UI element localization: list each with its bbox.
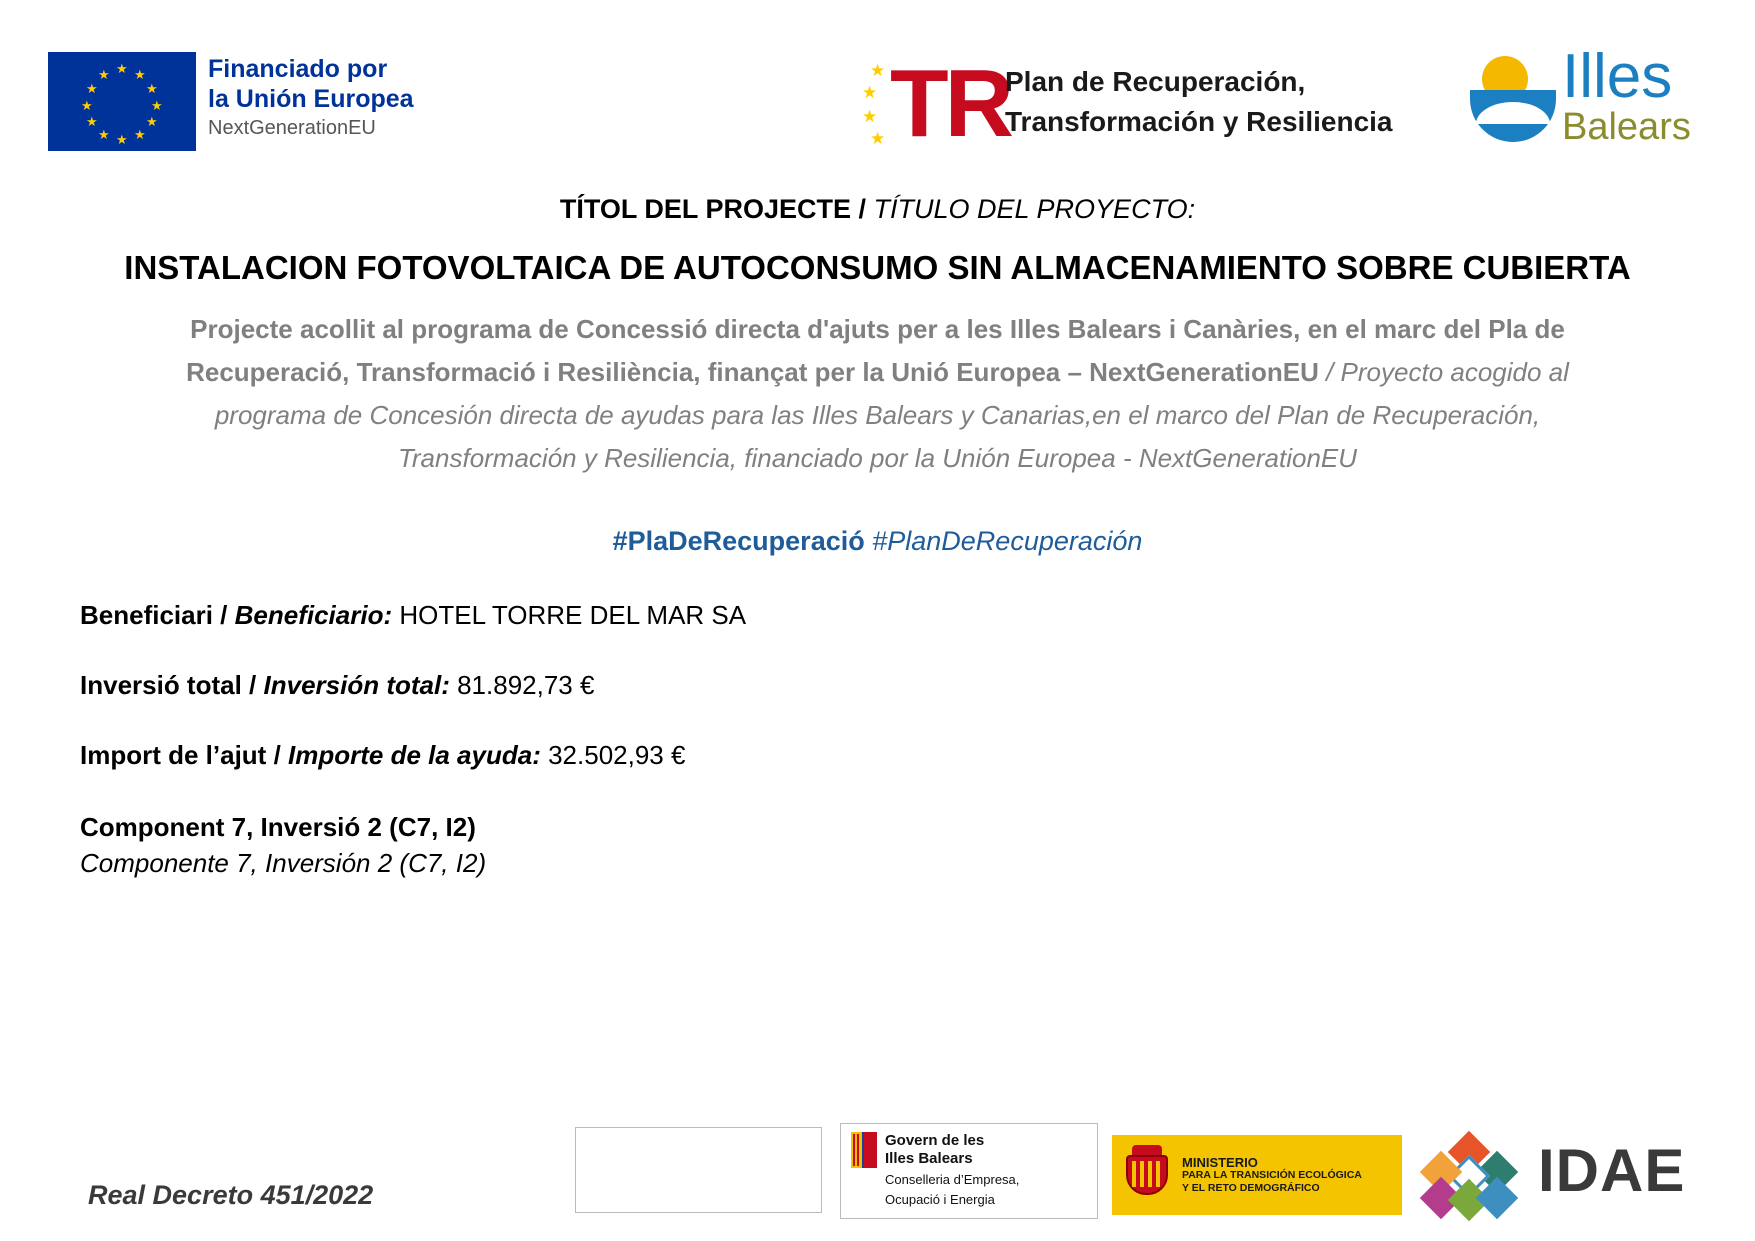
illes-word-balears: Balears xyxy=(1562,106,1691,148)
european-union-flag-icon: ★ ★ ★ ★ ★ ★ ★ ★ ★ ★ ★ ★ xyxy=(48,52,196,151)
project-title-label-es: TÍTULO DEL PROYECTO: xyxy=(873,194,1196,224)
spain-coat-of-arms-icon xyxy=(1120,1145,1174,1205)
idae-diamonds-icon xyxy=(1420,1137,1528,1213)
ministerio-line1: MINISTERIO xyxy=(1182,1154,1258,1170)
field-total-investment: Inversió total / Inversión total: 81.892,73 € xyxy=(80,670,595,700)
footer-logos-bar xyxy=(0,1071,1755,1241)
ministerio-line3: Y EL RETO DEMOGRÁFICO xyxy=(1182,1181,1320,1194)
plan-recuperacion-title xyxy=(1005,62,1393,142)
field-beneficiary-label-ca: Beneficiari xyxy=(80,600,213,630)
component-es: Componente 7, Inversión 2 (C7, I2) xyxy=(80,848,487,878)
empty-logo-placeholder-box xyxy=(575,1127,822,1213)
govern-line3: Conselleria d’Empresa, xyxy=(885,1172,1020,1187)
field-total-investment-label-es: Inversión total: xyxy=(263,670,450,700)
eu-logo-line1: Financiado por xyxy=(208,55,388,83)
field-aid-amount-label-ca: Import de l’ajut xyxy=(80,740,267,770)
idae-wordmark: IDAE xyxy=(1538,1137,1686,1204)
paragraph-es: Proyecto acogido al programa de Concesión directa de ayudas para las Illes Balears y Canarias,en el marco del Plan de Recuperación, Transformación y Resiliencia, financiado por la Unión Europea - NextGenerationEU xyxy=(214,357,1569,473)
project-title-label xyxy=(80,192,1675,226)
ministerio-line2: PARA LA TRANSICIÓN ECOLÓGICA xyxy=(1182,1168,1362,1181)
hashtag-ca: #PlaDeRecuperació xyxy=(612,526,865,556)
paragraph-ca: Projecte acollit al programa de Concessió directa d'ajuts per a les Illes Balears i Canàries, en el marc del Pla de Recuperació, Transformació i Resiliència, finançat per la Unió Europea – NextGenerationEU xyxy=(186,314,1565,387)
paragraph-separator: / xyxy=(1318,357,1341,387)
eu-logo-line3: NextGenerationEU xyxy=(208,117,376,139)
field-total-investment-label-ca: Inversió total xyxy=(80,670,242,700)
project-title-label-sep: / xyxy=(850,194,874,224)
tr-letters: TR xyxy=(890,50,1010,157)
eu-logo-line2: la Unión Europea xyxy=(208,85,414,113)
govern-line4: Ocupació i Energia xyxy=(885,1192,995,1207)
field-aid-amount: Import de l’ajut / Importe de la ayuda: 32.502,93 € xyxy=(80,740,686,770)
gobierno-espana-tr-icon xyxy=(862,50,1010,157)
illes-balears-logo xyxy=(1470,42,1691,160)
real-decreto-text: Real Decreto 451/2022 xyxy=(88,1180,374,1210)
project-title: INSTALACION FOTOVOLTAICA DE AUTOCONSUMO SIN ALMACENAMIENTO SOBRE CUBIERTA xyxy=(124,249,1631,286)
hashtag-es: #PlanDeRecuperación xyxy=(872,526,1143,556)
govern-line2: Illes Balears xyxy=(885,1150,973,1167)
project-fields-list xyxy=(80,599,1675,881)
field-total-investment-value: 81.892,73 € xyxy=(457,670,595,700)
govern-line1: Govern de les xyxy=(885,1132,985,1149)
document-body xyxy=(0,192,1755,881)
govern-illes-balears-logo xyxy=(840,1123,1098,1219)
component-ca: Component 7, Inversió 2 (C7, I2) xyxy=(80,812,476,842)
header-logos-bar xyxy=(0,0,1755,170)
project-title-label-ca: TÍTOL DEL PROJECTE xyxy=(559,194,851,224)
govern-shield-icon xyxy=(851,1132,877,1168)
tr-stars-icon: ★ ★ ★ ★ xyxy=(862,61,886,148)
plan-line2: Transformación y Resiliencia xyxy=(1005,106,1393,137)
illes-word-illes: Illes xyxy=(1562,42,1673,111)
field-beneficiary: Beneficiari / Beneficiario: HOTEL TORRE DEL MAR SA xyxy=(80,600,747,630)
eu-funding-logo xyxy=(48,52,414,151)
field-aid-amount-label-es: Importe de la ayuda: xyxy=(288,740,541,770)
component-info xyxy=(80,809,1675,881)
field-beneficiary-value: HOTEL TORRE DEL MAR SA xyxy=(399,600,747,630)
hashtags xyxy=(80,526,1675,557)
wave-icon xyxy=(1470,90,1556,142)
plan-line1: Plan de Recuperación, xyxy=(1005,66,1306,97)
program-description-paragraph xyxy=(80,308,1675,480)
idae-logo xyxy=(1420,1129,1720,1221)
ministerio-transicion-ecologica-logo xyxy=(1112,1135,1402,1215)
field-aid-amount-value: 32.502,93 € xyxy=(548,740,686,770)
field-beneficiary-label-es: Beneficiario: xyxy=(234,600,393,630)
